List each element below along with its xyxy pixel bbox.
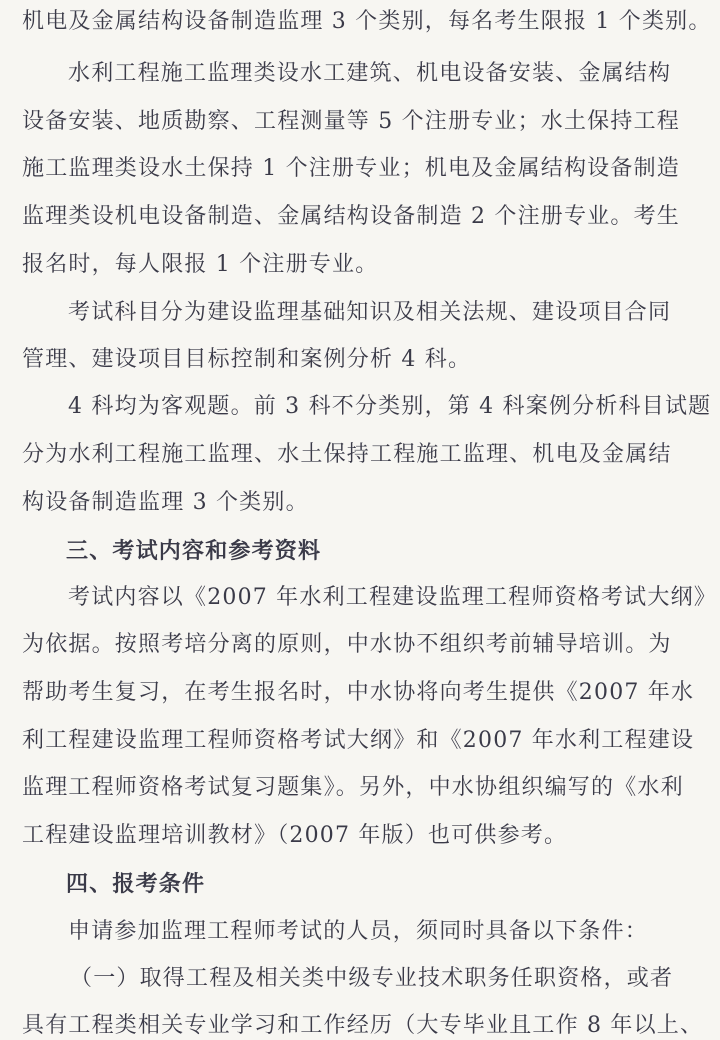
paragraph-line: 构设备制造监理 3 个类别。 — [22, 490, 309, 515]
paragraph-line: 考试内容以《2007 年水利工程建设监理工程师资格考试大纲》 — [68, 585, 717, 610]
paragraph-line: 施工监理类设水土保持 1 个注册专业；机电及金属结构设备制造 — [22, 156, 680, 181]
paragraph-line: 帮助考生复习，在考生报名时，中水协将向考生提供《2007 年水 — [22, 680, 695, 705]
paragraph-line: （一）取得工程及相关类中级专业技术职务任职资格，或者 — [70, 966, 674, 991]
paragraph-line: 管理、建设项目目标控制和案例分析 4 科。 — [22, 347, 472, 372]
paragraph-line: 考试科目分为建设监理基础知识及相关法规、建设项目合同 — [68, 300, 672, 325]
section-heading: 三、考试内容和参考资料 — [66, 538, 322, 564]
paragraph-line: 利工程建设监理工程师资格考试大纲》和《2007 年水利工程建设 — [22, 728, 695, 753]
paragraph-line: 报名时，每人限报 1 个注册专业。 — [22, 252, 379, 277]
section-heading: 四、报考条件 — [66, 871, 206, 897]
paragraph-line: 水利工程施工监理类设水工建筑、机电设备安装、金属结构 — [68, 61, 672, 86]
paragraph-line: 设备安装、地质勘察、工程测量等 5 个注册专业；水土保持工程 — [22, 109, 680, 134]
paragraph-line: 分为水利工程施工监理、水土保持工程施工监理、机电及金属结 — [22, 442, 672, 467]
paragraph-line: 为依据。按照考培分离的原则，中水协不组织考前辅导培训。为 — [22, 632, 672, 657]
paragraph-line: 机电及金属结构设备制造监理 3 个类别，每名考生限报 1 个类别。 — [22, 9, 712, 34]
paragraph-line: 监理工程师资格考试复习题集》。另外，中水协组织编写的《水利 — [22, 775, 684, 800]
paragraph-line: 具有工程类相关专业学习和工作经历（大专毕业且工作 8 年以上、 — [22, 1013, 704, 1038]
paragraph-line: 4 科均为客观题。前 3 科不分类别，第 4 科案例分析科目试题 — [68, 394, 712, 419]
paragraph-line: 申请参加监理工程师考试的人员，须同时具备以下条件： — [68, 919, 649, 944]
paragraph-line: 工程建设监理培训教材》（2007 年版）也可供参考。 — [22, 823, 568, 848]
paragraph-line: 监理类设机电设备制造、金属结构设备制造 2 个注册专业。考生 — [22, 204, 680, 229]
